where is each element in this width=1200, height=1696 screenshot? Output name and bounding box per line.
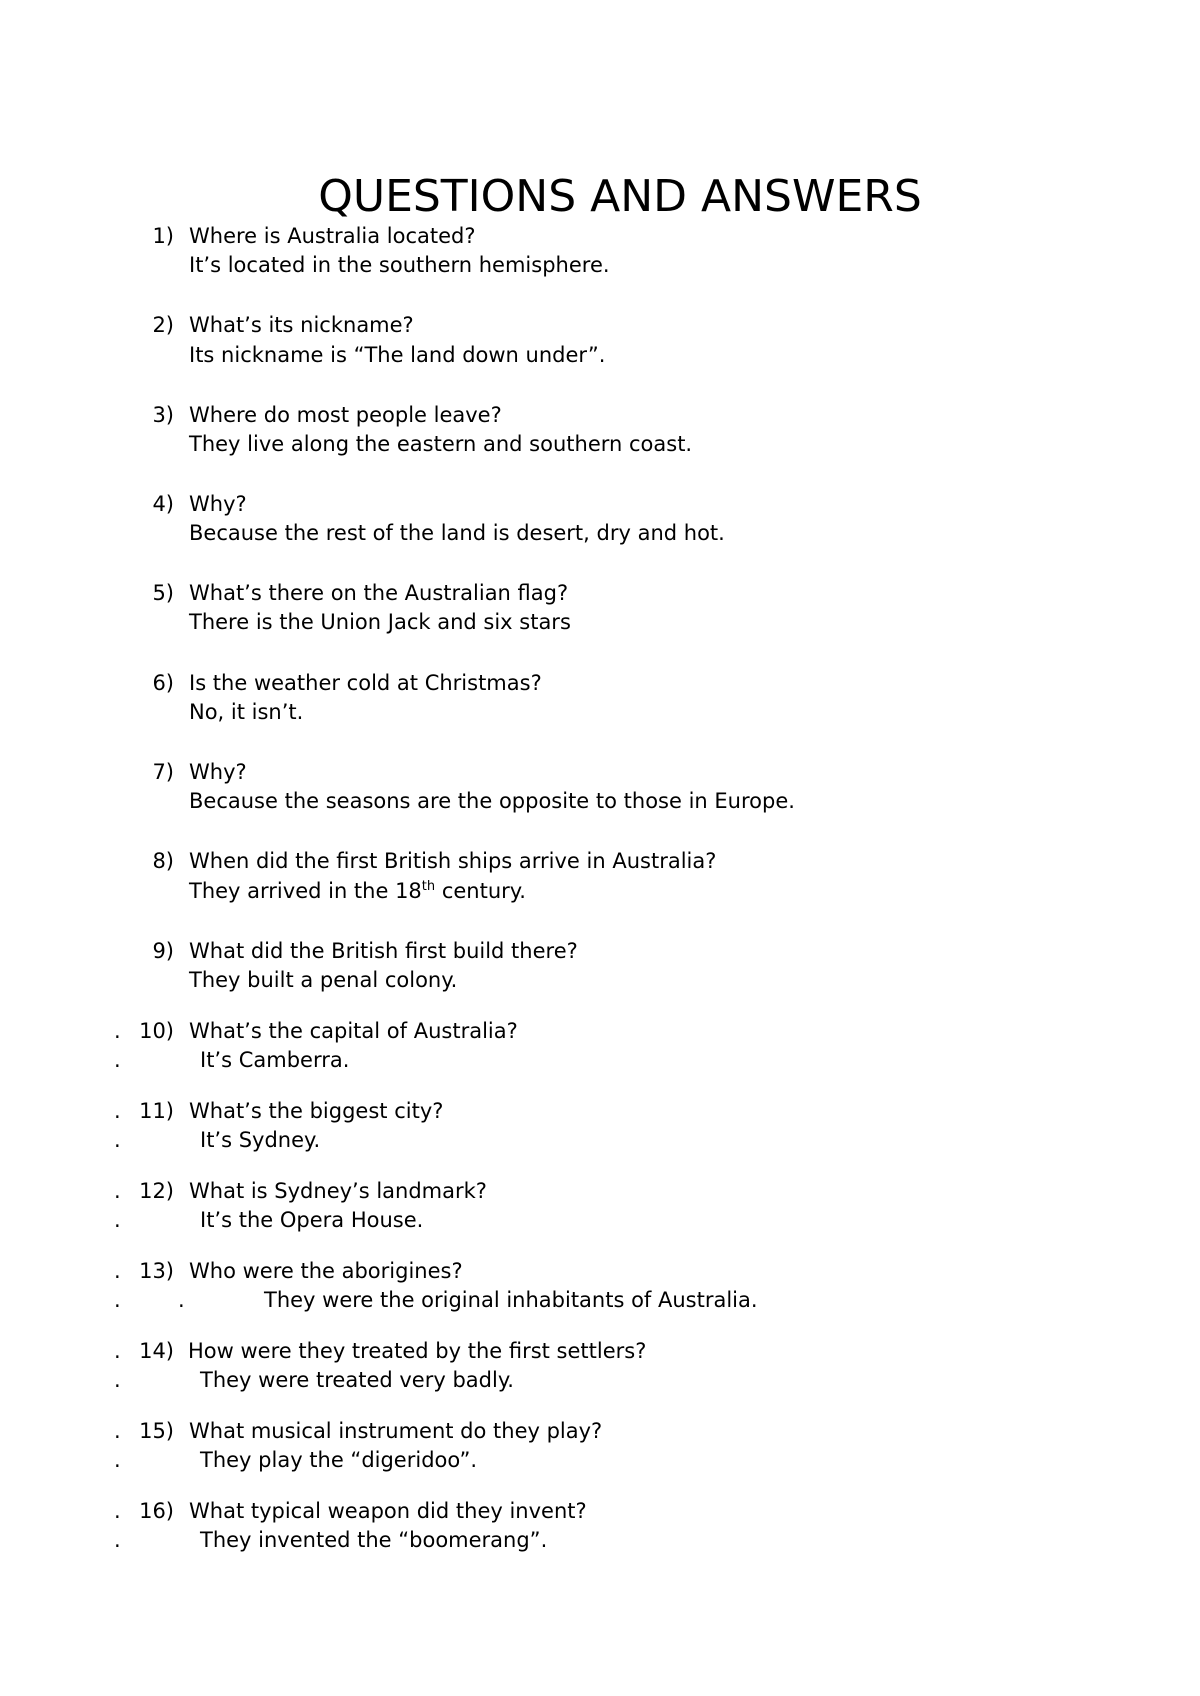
list-marker: . (114, 1288, 121, 1312)
question-number: 10) (139, 1019, 174, 1043)
question-number: 4) (152, 492, 174, 516)
list-marker: . (114, 1259, 121, 1283)
question-number: 5) (152, 581, 174, 605)
list-marker: . (114, 1368, 121, 1392)
question-text: What’s there on the Australian flag? (189, 581, 569, 605)
question-number: 15) (139, 1419, 174, 1443)
question-number: 3) (152, 403, 174, 427)
answer-text: No, it isn’t. (189, 700, 304, 724)
answer-text: Its nickname is “The land down under”. (189, 343, 606, 367)
question-text: What’s the capital of Australia? (189, 1019, 518, 1043)
answer-text: They invented the “boomerang”. (200, 1528, 548, 1552)
answer-text: They were treated very badly. (200, 1368, 514, 1392)
question-text: What did the British first build there? (189, 939, 578, 963)
question-text: What’s the biggest city? (189, 1099, 444, 1123)
answer-text-end: century. (435, 879, 526, 903)
question-number: 13) (139, 1259, 174, 1283)
answer-text: There is the Union Jack and six stars (189, 610, 571, 634)
list-marker: . (114, 1448, 121, 1472)
question-text: What typical weapon did they invent? (189, 1499, 587, 1523)
page-title: QUESTIONS AND ANSWERS (318, 171, 922, 223)
answer-text: They built a penal colony. (189, 968, 458, 992)
list-marker: . (114, 1419, 121, 1443)
question-text: How were they treated by the first settlers? (188, 1339, 647, 1363)
answer-text: They play the “digeridoo”. (200, 1448, 478, 1472)
list-marker: . (114, 1528, 121, 1552)
question-text: Is the weather cold at Christmas? (189, 671, 542, 695)
list-marker: . (178, 1288, 185, 1312)
list-marker: . (114, 1099, 121, 1123)
question-text: Who were the aborigines? (189, 1259, 463, 1283)
list-marker: . (114, 1499, 121, 1523)
list-marker: . (114, 1339, 121, 1363)
question-number: 12) (139, 1179, 174, 1203)
question-text: What musical instrument do they play? (189, 1419, 603, 1443)
list-marker: . (114, 1048, 121, 1072)
question-number: 11) (139, 1099, 174, 1123)
question-text: When did the first British ships arrive in Australia? (189, 849, 717, 873)
answer-text: Because the seasons are the opposite to those in Europe. (189, 789, 795, 813)
list-marker: . (114, 1019, 121, 1043)
answer-text (189, 877, 526, 905)
question-number: 16) (139, 1499, 174, 1523)
answer-text: Because the rest of the land is desert, dry and hot. (189, 521, 725, 545)
list-marker: . (114, 1179, 121, 1203)
answer-text: It’s the Opera House. (200, 1208, 424, 1232)
list-marker: . (114, 1128, 121, 1152)
question-number: 14) (139, 1339, 174, 1363)
question-text: What’s its nickname? (189, 313, 414, 337)
question-number: 2) (152, 313, 174, 337)
list-marker: . (114, 1208, 121, 1232)
question-text: What is Sydney’s landmark? (189, 1179, 487, 1203)
question-number: 1) (152, 224, 174, 248)
answer-text: It’s Camberra. (200, 1048, 350, 1072)
question-number: 8) (152, 849, 174, 873)
question-number: 6) (152, 671, 174, 695)
ordinal-suffix: th (421, 879, 436, 894)
question-number: 7) (152, 760, 174, 784)
answer-text-main: They arrived in the 18 (189, 879, 422, 903)
answer-text: They were the original inhabitants of Australia. (264, 1288, 758, 1312)
question-text: Where do most people leave? (189, 403, 502, 427)
question-text: Why? (189, 760, 247, 784)
question-text: Where is Australia located? (189, 224, 476, 248)
question-text: Why? (189, 492, 247, 516)
question-number: 9) (152, 939, 174, 963)
answer-text: It’s Sydney. (200, 1128, 321, 1152)
answer-text: It’s located in the southern hemisphere. (189, 253, 610, 277)
answer-text: They live along the eastern and southern coast. (189, 432, 693, 456)
